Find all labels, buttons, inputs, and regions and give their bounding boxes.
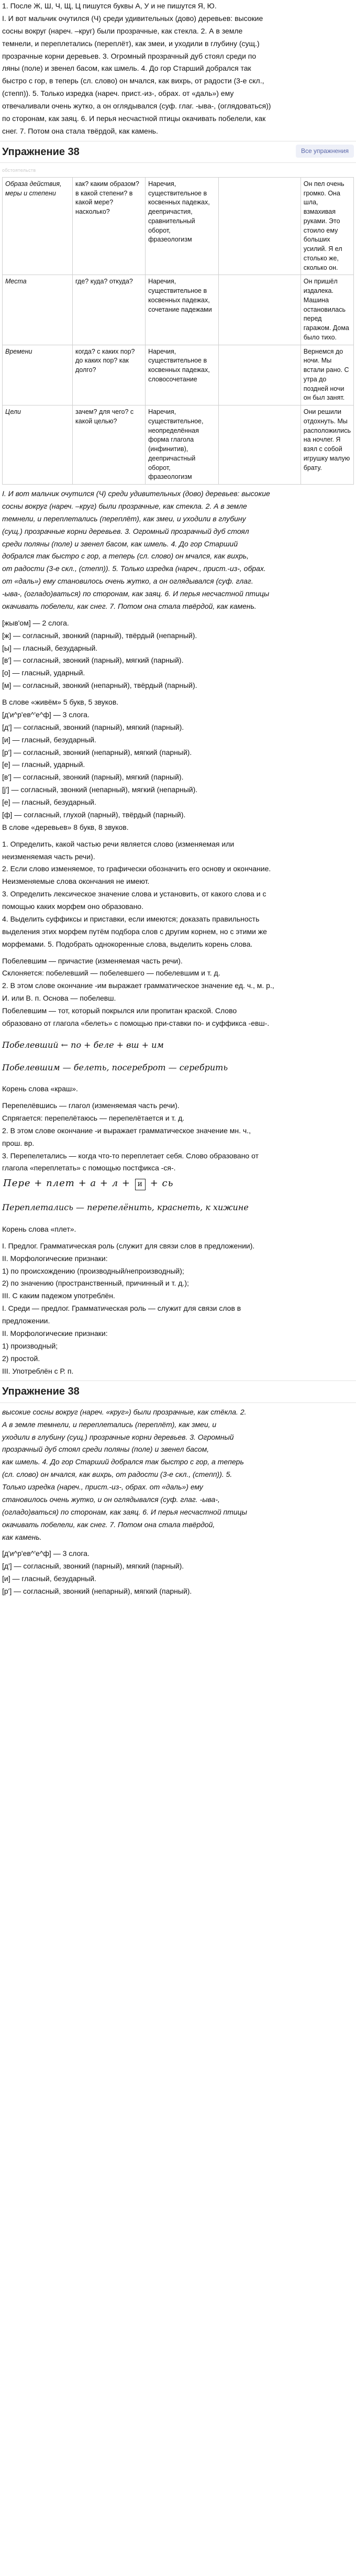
phonetic-block-3 [0, 1560, 356, 1598]
table-cell-c3: Наречия, существительное, неопределённая форма глагола (инфинитив), деепричастный оборот, фразеологизм [146, 405, 219, 485]
analysis-line: III. Употреблён с Р. п. [2, 1366, 74, 1375]
text-block-c [0, 1406, 356, 1544]
handwritten-3: Переплетались — перепелёнить, краснеть, к хижине [2, 1202, 249, 1213]
table-cell-c5: Он пришёл издалека. Машина остановилась перед гаражом. Дома было тихо. [301, 275, 353, 345]
text-block-a [0, 13, 356, 138]
text-line: темнели, и переплетались (переплёт), как змеи, и уходили в глубину (сущ.) [2, 39, 260, 48]
text-line: -ыва-, (огладо)ваться) по сторонам, как заяц. 6. И перья несчастной птицы [2, 589, 270, 598]
table-cell-c5: Вернемся до ночи. Мы встали рано. С утра до поздней ночи он был занят. [301, 345, 353, 405]
text-line: сосны вокруг (нареч. –круг) были прозрачные, как стекла. 2. А в земле [2, 501, 247, 510]
table-cell-c2: когда? с каких пор? до каких пор? как долго? [73, 345, 146, 405]
handwritten-1: Побелевший ← по + беле + вш + им [2, 1039, 164, 1050]
root-line-2: Корень слова «плет». [2, 1224, 76, 1233]
text-line: уходили в глубину (сущ.) прозрачные корни деревьев. 3. Огромный [2, 1432, 234, 1441]
phonetic-line: [р'] — согласный, звонкий (непарный), мягкий (парный). [2, 1587, 192, 1596]
analysis-line: 2) простой. [2, 1354, 40, 1363]
table-row [3, 177, 354, 275]
text-line: А в земле темнели, и переплетались (переплёт), как змеи, и [2, 1420, 217, 1429]
morph-block-2 [0, 1100, 356, 1175]
table-cell-c4 [219, 345, 301, 405]
table-cell-c3: Наречия, существительное в косвенных падежах, сочетание падежами [146, 275, 219, 345]
text-line: от «даль») ему становилось очень жутко, а он оглядывался (суф. глаг. [2, 577, 253, 586]
scheme-root: плет [46, 1178, 75, 1189]
morph-line: Склоняется: побелевший — побелевшего — побелевшим и т. д. [2, 969, 220, 978]
text-line: (огладо)ваться) по сторонам, как заяц. 6. И перья несчастной птицы [2, 1507, 247, 1516]
task-line: 2. Если слово изменяемое, то графически обозначить его основу и окончание. [2, 864, 271, 873]
analysis-block [0, 1240, 356, 1378]
text-line: как шмель. 4. До гор Старший добрался так быстро с гор, а теперь [2, 1457, 244, 1466]
analysis-line: II. Морфологические признаки: [2, 1254, 108, 1263]
text-line: (сущ.) прозрачные корни деревьев. 3. Огромный прозрачный дуб стоял [2, 527, 249, 535]
phonetic-line: [е] — гласный, безударный. [2, 798, 96, 807]
exercise-title: Упражнение 38 [2, 146, 80, 158]
phonetic-3-transcription: [д'и^р'ев^'е^ф] — 3 слога. [2, 1549, 90, 1558]
intro-text: 1. После Ж, Ш, Ч, Щ, Ц пишутся буквы А, У и не пишутся Я, Ю. [2, 2, 217, 10]
text-line: (сл. слово) он мчался, как вихрь, от радости (3-е скл., (степп)). 5. [2, 1470, 232, 1479]
text-line: сосны вокруг (нареч. –круг) были прозрачные, как стекла. 2. А в земле [2, 26, 243, 35]
table-row [3, 345, 354, 405]
task-line: помощью каких морфем оно образовано. [2, 902, 143, 911]
analysis-line: I. Среди — предлог. Грамматическая роль — служит для связи слов в [2, 1304, 241, 1313]
table-cell-c2: зачем? для чего? с какой целью? [73, 405, 146, 485]
scheme-ending: и [135, 1179, 146, 1190]
table-row [3, 275, 354, 345]
morph-line: И. или В. п. Основа — побелевш. [2, 994, 116, 1003]
table-cell-c4 [219, 405, 301, 485]
exercise-heading-2 [0, 1380, 356, 1402]
text-line: высокие сосны вокруг (нареч. «круг») были прозрачные, как стёкла. 2. [2, 1407, 247, 1416]
text-line: становилось очень жутко, и он оглядывался (суф. глаг. -ыва-, [2, 1495, 220, 1504]
analysis-line: I. Предлог. Грамматическая роль (служит для связи слов в предложении). [2, 1241, 255, 1250]
exercise-title-2: Упражнение 38 [2, 1386, 80, 1398]
task-line: 1. Определить, какой частью речи является слово (изменяемая или [2, 839, 235, 848]
text-line: I. И вот мальчик очутился (Ч) среди удивительных (дово) деревьев: высокие [2, 489, 270, 498]
phonetic-2-end: В слове «деревьев» 8 букв, 8 звуков. [2, 823, 129, 831]
analysis-line: II. Морфологические признаки: [2, 1329, 108, 1338]
analysis-line: 1) производный; [2, 1341, 58, 1350]
text-line: добрался так быстро с гор, а теперь (сл. слово) он мчался, как вихрь, [2, 552, 249, 561]
table-cell-c2: где? куда? откуда? [73, 275, 146, 345]
root-line: Корень слова «краш». [2, 1084, 78, 1093]
text-line: I. И вот мальчик очутился (Ч) среди удивительных (дово) деревьев: высокие [2, 14, 263, 23]
morpheme-scheme: Пере + плет + а + л + и + сь [0, 1175, 356, 1192]
task-line: выделения этих морфем путём подбора слов с другим корнем, но с этими же [2, 927, 267, 936]
text-line: окачивать побелели, как снег. 7. Потом она стала твёрдой, как камень. [2, 601, 257, 610]
table-row [3, 405, 354, 485]
text-line: (степп)). 5. Только изредка (нареч. прист.-из-, обрах. от «даль») ему [2, 89, 234, 98]
phonetic-line: [в'] — согласный, звонкий (парный), мягкий (парный). [2, 656, 184, 665]
exercise-heading [0, 141, 356, 163]
scheme-suffix-2: л [112, 1178, 119, 1189]
phonetic-line: [и] — гласный, безударный. [2, 735, 96, 744]
text-line: среди поляны (поле) и звенел басом, как шмель. 4. До гор Старший [2, 539, 238, 548]
phonetic-line: [в'] — согласный, звонкий (парный), мягкий (парный). [2, 773, 184, 782]
analysis-line: III. С каким падежом употреблён. [2, 1291, 115, 1300]
phonetic-line: [р'] — согласный, звонкий (непарный), мягкий (парный). [2, 748, 192, 757]
text-line: окачивать побелели, как снег. 7. Потом она стала твёрдой, [2, 1520, 215, 1529]
morph-block-1 [0, 955, 356, 1030]
scheme-postfix: сь [162, 1178, 174, 1189]
table-cell-c3: Наречия, существительное в косвенных падежах, деепричастия, сравнительный оборот, фразеологизм [146, 177, 219, 275]
morph-line: 2. В этом слове окончание -им выражает грамматическое значение ед. ч., м. р., [2, 981, 274, 990]
table-cell-c2: как? каким образом? в какой степени? в какой мере? насколько? [73, 177, 146, 275]
phonetic-line: [и] — гласный, безударный. [2, 1574, 96, 1583]
morph-line: 3. Перепелетались — когда что-то переплетает себя. Слово образовано от [2, 1151, 259, 1160]
table-cell-c1: Образа действия, меры и степени [3, 177, 73, 275]
morph-line: Побелевшим — причастие (изменяемая часть речи). [2, 956, 183, 965]
task-line: 3. Определить лексическое значение слова и установить, от какого слова и с [2, 890, 266, 898]
table-cell-c5: Они решили отдохнуть. Мы расположились на ночлег. Я взял с собой игрушку малую брату. [301, 405, 353, 485]
phonetic-line: [ј'] — согласный, звонкий (непарный), мягкий (непарный). [2, 785, 198, 794]
analysis-line: 1) по происхождению (производный/непроизводный); [2, 1266, 184, 1275]
table-cell-c1: Времени [3, 345, 73, 405]
phonetic-line: [ф] — согласный, глухой (парный), твёрдый (парный). [2, 810, 186, 819]
text-line: по сторонам, как заяц. 6. И перья несчастной птицы окачивать побелели, как [2, 114, 266, 123]
analysis-line: 2) по значению (пространственный, причинный и т. д.); [2, 1279, 189, 1288]
task-line: неизменяемая часть речи). [2, 852, 95, 861]
table-cell-c5: Он пел очень громко. Она шла, взмахивая руками. Это стоило ему больших усилий. Я ел столько же, сколько он. [301, 177, 353, 275]
text-line: как камень. [2, 1532, 42, 1541]
table-cell-c4 [219, 275, 301, 345]
task-list [0, 838, 356, 951]
morph-line: прош. вр. [2, 1138, 35, 1147]
circumstance-table [2, 177, 354, 485]
text-line: от радости (3-е скл., (степп)). 5. Только изредка (нареч., прист.-из-, обрах. [2, 564, 266, 573]
morph-line: Перепелёвшись — глагол (изменяемая часть речи). [2, 1101, 180, 1110]
text-line: отвечаливали очень жутко, а он оглядывался (суф. глаг. -ыва-, (оглядоваться)) [2, 102, 271, 110]
task-line: Неизменяемые слова окончания не имеют. [2, 877, 150, 886]
text-line: темнели, и переплетались (переплёт), как змеи, и уходили в глубину [2, 514, 246, 523]
phonetic-line: [о] — гласный, ударный. [2, 668, 85, 677]
analysis-line: предложении. [2, 1317, 50, 1325]
phonetic-line: [е] — гласный, ударный. [2, 760, 85, 769]
text-line: ляны (поле) и звенел басом, как шмель. 4. До гор Старший добрался так [2, 64, 251, 73]
phonetic-line: [жыв'ом] — 2 слога. [2, 618, 69, 627]
table-cell-c1: Цели [3, 405, 73, 485]
phonetic-2-intro: В слове «живём» 5 букв, 5 звуков. [2, 698, 119, 707]
phonetic-line: [ы] — гласный, безударный. [2, 643, 98, 652]
phonetic-line: [д'] — согласный, звонкий (парный), мягкий (парный). [2, 1562, 184, 1571]
scheme-prefix: Пере [3, 1178, 31, 1189]
morph-line: 2. В этом слове окончание -и выражает грамматическое значение мн. ч., [2, 1126, 251, 1135]
phonetic-block-2 [0, 721, 356, 821]
handwritten-2: Побелевшим — белеть, посереброт — серебрить [2, 1062, 228, 1072]
morph-line: Спрягается: перепелётаюсь — перепелётается и т. д. [2, 1113, 185, 1122]
text-block-b [0, 488, 356, 613]
phonetic-line: [м] — согласный, звонкий (непарный), твёрдый (парный). [2, 681, 197, 690]
phonetic-line: [д'] — согласный, звонкий (парный), мягкий (парный). [2, 722, 184, 731]
scheme-suffix: а [90, 1178, 97, 1189]
phonetic-2-transcription: [д'и^р'ев^'е^ф] — 3 слога. [2, 710, 90, 719]
task-line: 4. Выделить суффиксы и приставки, если имеются; доказать правильность [2, 914, 260, 923]
phonetic-line: [ж] — согласный, звонкий (парный), твёрдый (непарный). [2, 631, 197, 640]
text-line: прозрачный дуб стоял среди поляны (поле) и звенел басом, [2, 1445, 209, 1454]
task-line: морфемами. 5. Подобрать однокоренные слова, выделить корень слова. [2, 939, 253, 948]
table-cell-c4 [219, 177, 301, 275]
text-line: снег. 7. Потом она стала твёрдой, как камень. [2, 126, 158, 135]
morph-line: Побелевшим — тот, который покрылся или пропитан краской. Слово [2, 1006, 237, 1015]
text-line: прозрачные корни деревьев. 3. Огромный прозрачный дуб стоял среди по [2, 51, 257, 60]
table-cell-c1: Места [3, 275, 73, 345]
table-cell-c3: Наречия, существительное в косвенных падежах, словосочетание [146, 345, 219, 405]
phonetic-block-1 [0, 617, 356, 692]
all-exercises-button[interactable]: Все упражнения [296, 145, 354, 158]
text-line: быстро с гор, в теперь (сл. слово) он мчался, как вихрь, от радости (3-е скл., [2, 76, 264, 85]
table-note: обстоятельств [2, 168, 36, 173]
morph-line: образовано от глагола «белеть» с помощью при-ставки по- и суффикса -евш-. [2, 1018, 270, 1027]
text-line: Только изредка (нареч., прист.-из-, обрах. от «даль») ему [2, 1483, 203, 1492]
morph-line: глагола «переплетать» с помощью постфикса -ся-. [2, 1164, 176, 1172]
